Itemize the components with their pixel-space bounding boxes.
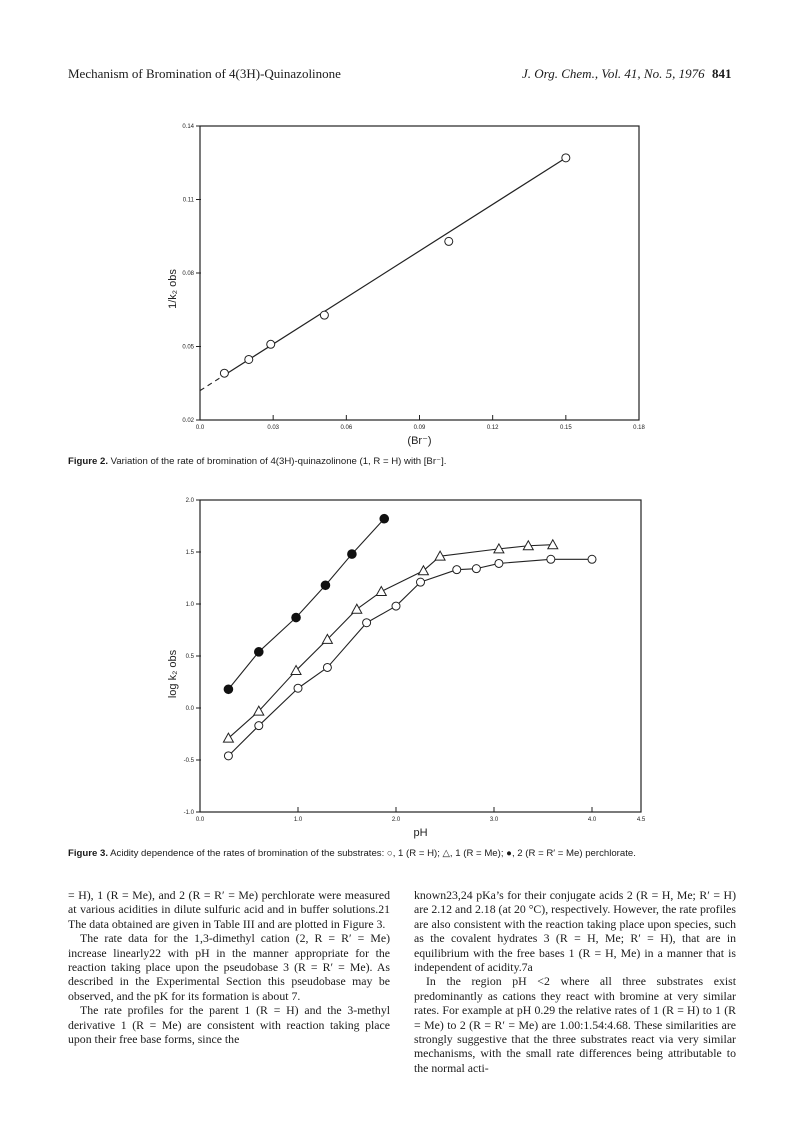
data-point-open-triangle — [352, 604, 362, 613]
x-tick-label: 4.5 — [636, 817, 646, 823]
data-point-open-triangle — [548, 540, 558, 549]
y-tick-label: 0.0 — [185, 706, 194, 712]
x-axis-label: pH — [413, 827, 428, 839]
y-tick-label: 0.5 — [185, 654, 194, 660]
body-paragraph: The rate data for the 1,3-dimethyl cation (2, R = R′ = Me) increase linearly22 with pH in the manner appropriate for the reaction taking place upon the pseudobase 3 (R = R′ = Me). As described in the Experimental Section this pseudobase may be observed, and the pK for its formation is about 7. — [68, 931, 390, 1003]
y-tick-label: -0.5 — [183, 758, 194, 764]
x-axis-label: (Br⁻) — [407, 435, 432, 447]
x-tick-label: 0.0 — [195, 817, 205, 823]
data-point-filled-circle — [348, 550, 357, 559]
y-tick-label: 2.0 — [185, 498, 194, 504]
y-tick-label: 0.11 — [182, 197, 194, 204]
figure-3-caption-label: Figure 3. — [68, 848, 108, 859]
plot-frame — [200, 500, 641, 812]
y-tick-label: 1.5 — [185, 550, 194, 556]
x-tick-label: 0.06 — [340, 425, 353, 431]
data-point-open-circle — [417, 578, 425, 586]
curve-open-circle — [228, 559, 592, 756]
data-point-open-circle — [472, 565, 480, 573]
x-tick-label: 3.0 — [489, 817, 499, 823]
data-point-filled-circle — [321, 581, 330, 590]
y-tick-label: 1.0 — [185, 602, 194, 608]
y-axis-label: log k₂ obs — [167, 649, 179, 699]
data-point-open-circle — [323, 663, 331, 671]
data-point-filled-circle — [224, 685, 233, 694]
data-point-open-circle — [547, 555, 555, 563]
figure-3-caption-text: Acidity dependence of the rates of bromination of the substrates: ○, 1 (R = H); △, 1 (R = Me); ●, 2 (R = R′ = Me) perchlorate. — [110, 848, 636, 859]
data-point-open-circle — [495, 559, 503, 567]
y-tick-label: 0.14 — [182, 124, 194, 130]
y-axis-label: 1/k₂ obs — [167, 269, 179, 309]
x-tick-label: 0.15 — [559, 425, 572, 431]
x-tick-label: 0.12 — [486, 425, 499, 431]
body-paragraph: = H), 1 (R = Me), and 2 (R = R′ = Me) perchlorate were measured at various acidities in dilute sulfuric acid and in buffer solutions.21 The data obtained are given in Table III and are plotted in Figure 3. — [68, 888, 390, 931]
x-tick-label: 0.09 — [413, 425, 426, 431]
figure-2-caption-text: Variation of the rate of bromination of 4(3H)-quinazolinone (1, R = H) with [Br⁻]. — [110, 456, 447, 467]
y-tick-label: 0.08 — [182, 271, 194, 277]
body-paragraph: known23,24 pKa’s for their conjugate acids 2 (R = H, Me; R′ = H) are 2.12 and 2.18 (at 20 °C), respectively. However, the rate profiles are also consistent with the reaction taking place upon species, such as the covalent hydrates 3 (R = H, Me; R′ = H), that are in equilibrium with the free bases 1 (R = H, Me) in a manner that is independent of acidity.7a — [414, 888, 736, 975]
x-tick-label: 0.03 — [267, 425, 280, 431]
y-tick-label: 0.02 — [182, 418, 194, 424]
x-tick-label: 0.0 — [195, 425, 205, 431]
x-tick-label: 2.0 — [391, 817, 401, 823]
data-point-filled-circle — [380, 514, 389, 523]
data-point-open-circle — [588, 555, 596, 563]
figure-2-caption-label: Figure 2. — [68, 456, 108, 467]
body-paragraph: In the region pH <2 where all three substrates exist predominantly as cations they react with bromine at very similar rates. For example at pH 0.29 the relative rates of 1 (R = H) to 1 (R = Me) to 2 (R = R′ = Me) are 1.00:1.54:4.68. These similarities are strongly suggestive that the three substrates react via very similar mechanisms, with the small rate differences being attributable to the normal acti- — [414, 974, 736, 1075]
data-point-filled-circle — [292, 613, 301, 622]
x-tick-label: 4.0 — [587, 817, 597, 823]
body-paragraph: The rate profiles for the parent 1 (R = H) and the 3-methyl derivative 1 (R = Me) are consistent with reaction taking place upon their free base forms, since the — [68, 1003, 390, 1047]
curve-open-triangle — [228, 545, 552, 738]
y-tick-label: 0.05 — [182, 344, 194, 351]
page-number: 841 — [712, 66, 732, 81]
data-point-open-circle — [294, 684, 302, 692]
data-point-open-triangle — [376, 587, 386, 596]
body-column-left — [68, 888, 390, 1046]
data-point-open-circle — [363, 619, 371, 627]
data-point-open-circle — [453, 566, 461, 574]
figure-3-caption — [68, 848, 736, 859]
running-header-title: Mechanism of Bromination of 4(3H)-Quinazolinone — [68, 66, 341, 81]
x-tick-label: 0.18 — [633, 425, 645, 431]
body-column-right — [414, 888, 736, 1075]
data-point-filled-circle — [254, 648, 263, 657]
data-point-open-circle — [224, 752, 232, 760]
data-point-open-circle — [255, 722, 263, 730]
x-tick-label: 1.0 — [293, 817, 303, 823]
running-header-journal: J. Org. Chem., Vol. 41, No. 5, 1976 — [522, 66, 705, 81]
y-tick-label: -1.0 — [183, 810, 194, 816]
curve-filled-circle — [228, 519, 384, 690]
data-point-open-circle — [392, 602, 400, 610]
